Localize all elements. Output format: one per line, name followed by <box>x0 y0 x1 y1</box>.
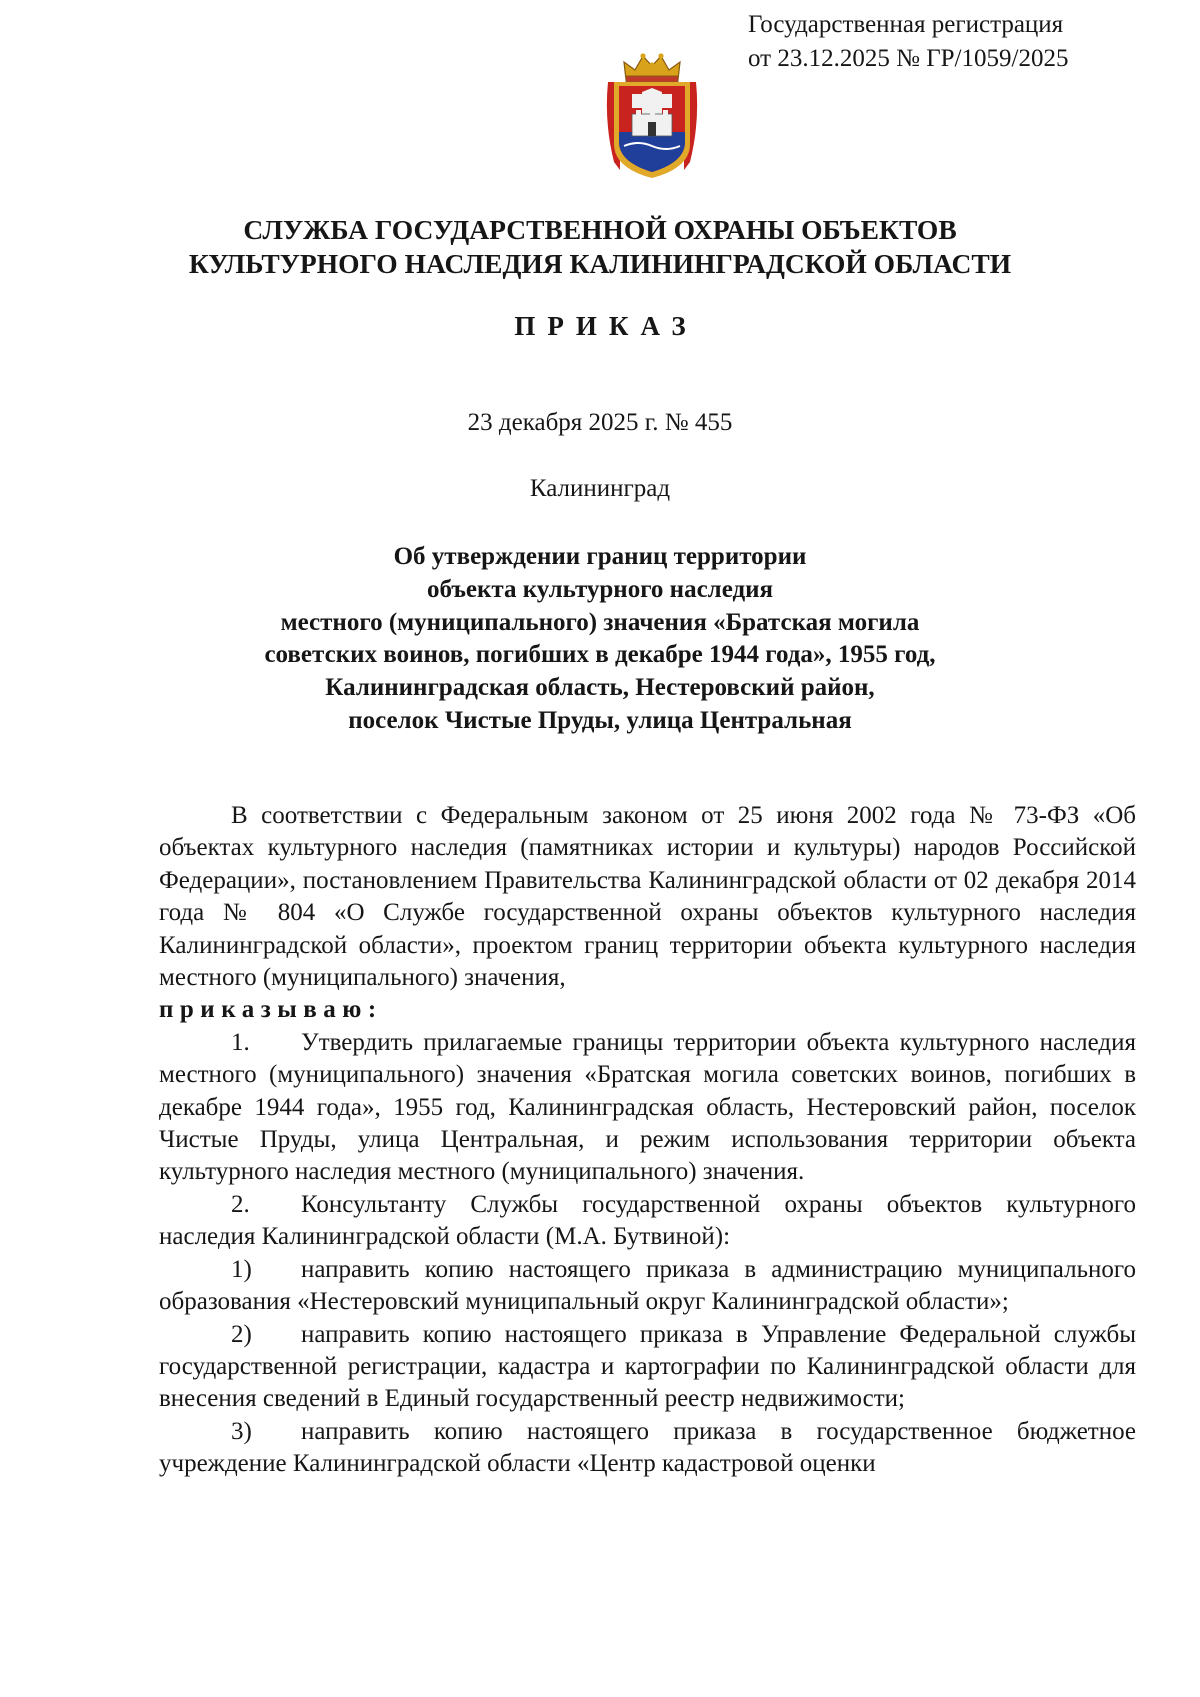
subject-line: Калининградская область, Нестеровский район, <box>325 674 875 702</box>
item-text: Консультанту Службы государственной охраны объектов культурного наследия Калининградской области (М.А. Бутвиной): <box>159 1190 1136 1251</box>
order-subitem <box>159 1319 1136 1416</box>
agency-name <box>0 213 1200 281</box>
item-text: Утвердить прилагаемые границы территории объекта культурного наследия местного (муниципального) значения «Братская могила советских воинов, погибших в декабре 1944 года», 1955 год, Калининградская область, Нестеровский район, поселок Чистые Пруды, улица Центральная, и режим использования территории объекта культурного наследия местного (муниципального) значения. <box>159 1028 1136 1186</box>
subitem-text: направить копию настоящего приказа в государственное бюджетное учреждение Калининградской области «Центр кадастровой оценки <box>159 1417 1136 1478</box>
subject-line: Об утверждении границ территории <box>393 543 807 570</box>
order-subitem <box>159 1254 1136 1319</box>
order-subject <box>0 541 1200 738</box>
subject-line: объекта культурного наследия <box>426 575 774 603</box>
subitem-text: направить копию настоящего приказа в Управление Федеральной службы государственной регистрации, кадастра и картографии по Калининградской области для внесения сведений в Единый государственный реестр недвижимости; <box>159 1320 1136 1413</box>
subject-line: местного (муниципального) значения «Братская могила <box>280 608 920 636</box>
order-item <box>159 1027 1136 1189</box>
agency-line-2: КУЛЬТУРНОГО НАСЛЕДИЯ КАЛИНИНГРАДСКОЙ ОБЛАСТИ <box>188 248 1012 279</box>
kaliningrad-coat-of-arms-icon <box>602 52 702 180</box>
subitem-number: 3) <box>231 1417 252 1445</box>
order-word-line <box>159 994 1136 1026</box>
order-item <box>159 1189 1136 1254</box>
registration-stamp <box>748 8 1068 76</box>
registration-line-1: Государственная регистрация <box>748 11 1064 38</box>
subject-line: советских воинов, погибших в декабре 1944 года», 1955 год, <box>264 641 936 669</box>
subitem-number: 2) <box>231 1320 252 1348</box>
date-number: 23 декабря 2025 г. № 455 <box>467 409 733 436</box>
city: Калининград <box>529 475 671 502</box>
subject-line: поселок Чистые Пруды, улица Центральная <box>348 706 852 734</box>
order-subitem <box>159 1416 1136 1481</box>
item-number: 1. <box>231 1028 250 1056</box>
document-type: ПРИКАЗ <box>514 311 698 341</box>
order-word: приказываю: <box>159 996 383 1024</box>
item-number: 2. <box>231 1190 250 1218</box>
preamble <box>159 800 1136 994</box>
subitem-number: 1) <box>231 1255 252 1283</box>
order-body <box>159 800 1136 1481</box>
registration-line-2: от 23.12.2025 № ГР/1059/2025 <box>748 45 1069 72</box>
subitem-text: направить копию настоящего приказа в администрацию муниципального образования «Нестеровский муниципальный округ Калининградской области»; <box>159 1255 1136 1316</box>
preamble-text: В соответствии с Федеральным законом от 25 июня 2002 года № 73-ФЗ «Об объектах культурного наследия (памятниках истории и культуры) народов Российской Федерации», постановлением Правительства Калининградской области от 02 декабря 2014 года № 804 «О Службе государственной охраны объектов культурного наследия Калининградской области», проектом границ территории объекта культурного наследия местного (муниципального) значения, <box>159 802 1136 992</box>
agency-line-1: СЛУЖБА ГОСУДАРСТВЕННОЙ ОХРАНЫ ОБЪЕКТОВ <box>243 214 957 245</box>
